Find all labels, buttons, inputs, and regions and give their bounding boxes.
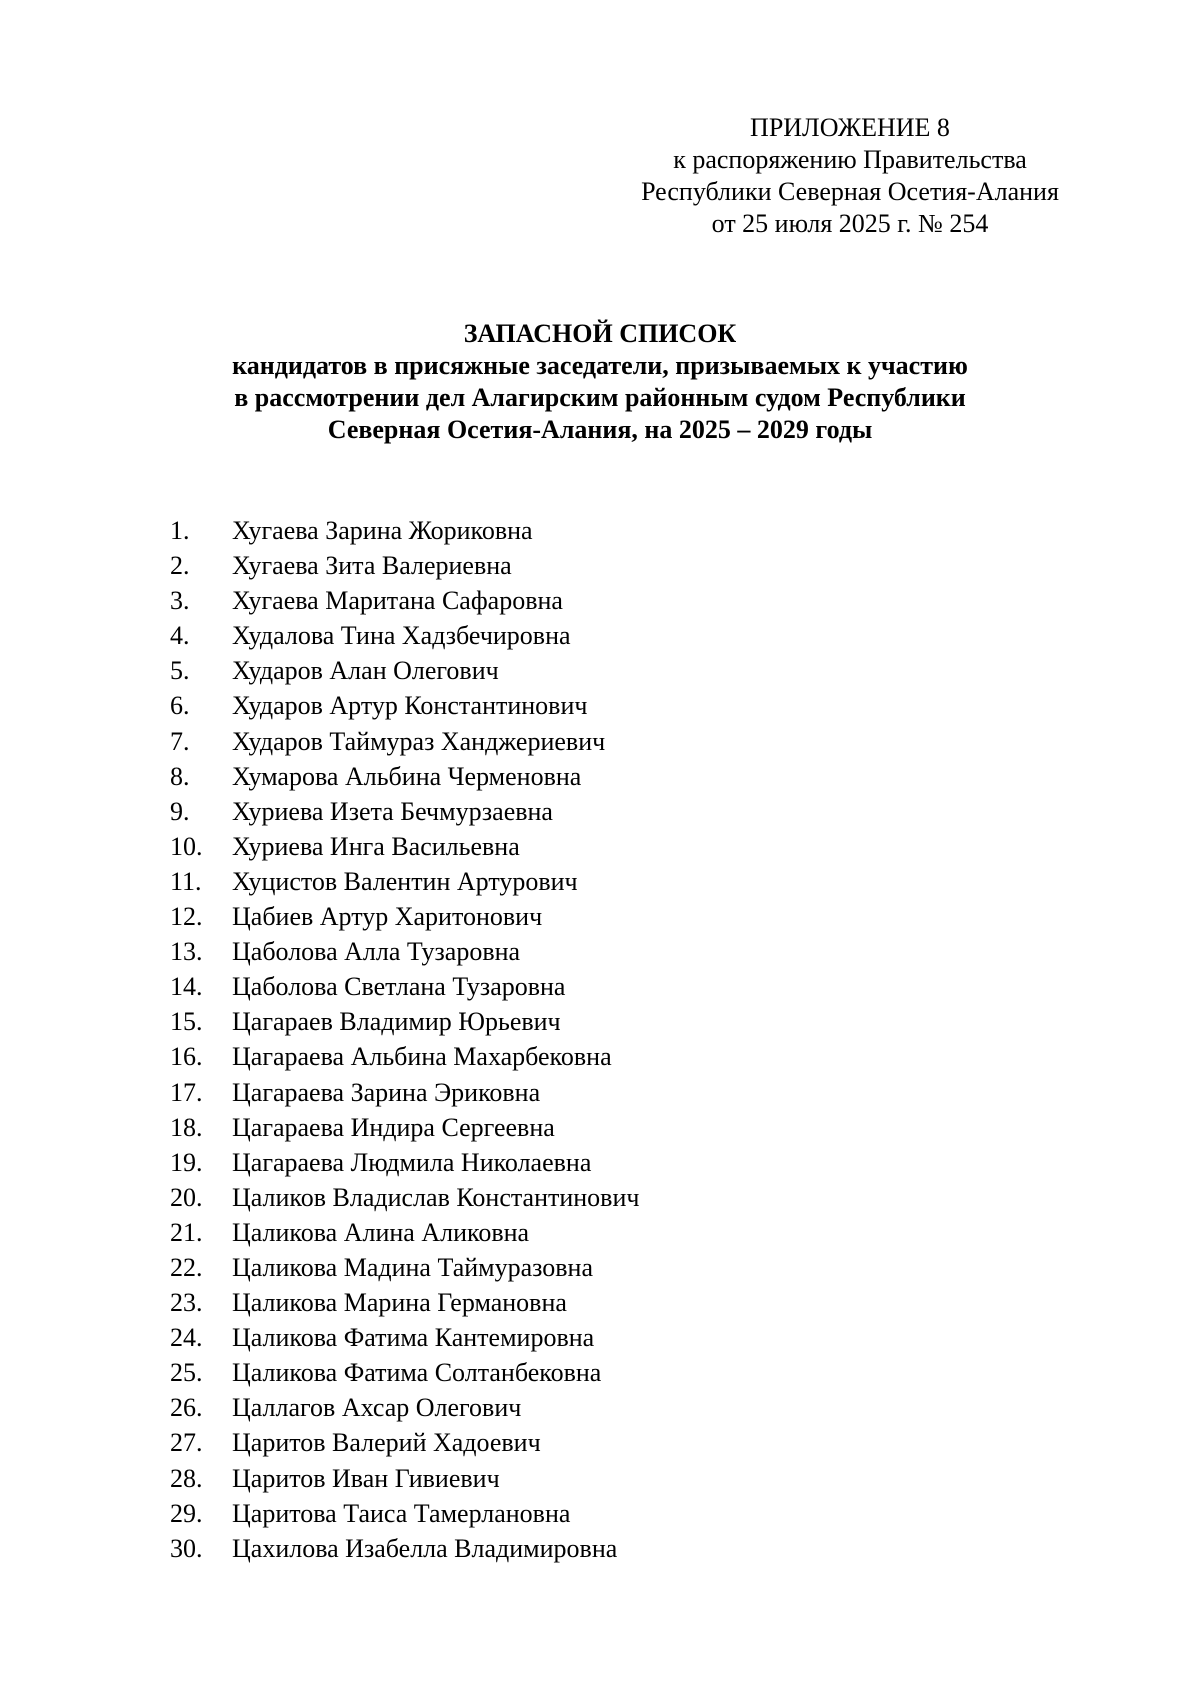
list-item [170, 618, 1070, 653]
list-item-number: 24. [170, 1323, 203, 1353]
list-item-name: Цаликова Мадина Таймуразовна [232, 1252, 594, 1282]
list-item-number: 3. [170, 586, 190, 616]
appendix-number: ПРИЛОЖЕНИЕ 8 [750, 113, 950, 142]
list-item-name: Хугаева Зита Валериевна [232, 551, 512, 581]
list-item-number: 1. [170, 516, 190, 545]
list-item-number: 19. [170, 1147, 203, 1177]
list-item-name: Хуцистов Валентин Артурович [232, 866, 578, 896]
list-item-name: Царитов Иван Гивиевич [232, 1463, 500, 1493]
list-item-name: Цагараева Индира Сергеевна [232, 1112, 555, 1142]
title-subtitle-line: Северная Осетия-Алания, на 2025 – 2029 годы [327, 415, 873, 444]
list-item-number: 21. [170, 1217, 203, 1247]
list-item-name: Цагараева Зарина Эриковна [232, 1077, 541, 1107]
list-item-name: Хугаева Зарина Жориковна [232, 516, 533, 545]
list-item-number: 13. [170, 937, 203, 967]
list-item [170, 688, 1070, 723]
list-item [170, 1285, 1070, 1320]
list-item [170, 1039, 1070, 1074]
list-item [170, 934, 1070, 969]
appendix-authority: Республики Северная Осетия-Алания [641, 177, 1059, 206]
list-item [170, 548, 1070, 583]
list-item [170, 724, 1070, 759]
list-item [170, 1004, 1070, 1039]
list-item [170, 653, 1070, 688]
list-item-number: 16. [170, 1042, 203, 1072]
list-item-name: Цаболова Алла Тузаровна [232, 937, 521, 967]
list-item-number: 8. [170, 761, 190, 791]
list-item [170, 1180, 1070, 1215]
list-item [170, 1531, 1070, 1566]
list-item-name: Цабиев Артур Харитонович [232, 902, 543, 932]
list-item-name: Худалова Тина Хадзбечировна [232, 621, 571, 651]
list-item-number: 7. [170, 726, 190, 756]
list-item-name: Хуриева Изета Бечмурзаевна [232, 796, 553, 826]
list-item-name: Хуриева Инга Васильевна [232, 831, 520, 861]
list-item [170, 794, 1070, 829]
list-item-name: Цаликов Владислав Константинович [232, 1182, 640, 1212]
title-subtitle-line: в рассмотрении дел Алагирским районным судом Республики [234, 383, 966, 412]
list-item-name: Хугаева Маритана Сафаровна [232, 586, 563, 616]
list-item [170, 583, 1070, 618]
list-item-name: Цаликова Алина Аликовна [232, 1217, 530, 1247]
list-item-number: 10. [170, 831, 203, 861]
list-item-name: Хударов Алан Олегович [232, 656, 499, 686]
list-item-number: 5. [170, 656, 190, 686]
list-item-number: 25. [170, 1358, 203, 1388]
list-item [170, 829, 1070, 864]
list-item-number: 4. [170, 621, 190, 651]
list-item-number: 22. [170, 1252, 203, 1282]
list-item-number: 9. [170, 796, 190, 826]
list-item-number: 30. [170, 1533, 203, 1563]
list-item [170, 1461, 1070, 1496]
list-item [170, 1355, 1070, 1390]
list-item-number: 20. [170, 1182, 203, 1212]
list-item-number: 23. [170, 1288, 203, 1318]
list-item-number: 11. [170, 866, 202, 896]
list-item-number: 17. [170, 1077, 203, 1107]
list-item-name: Цаллагов Ахсар Олегович [232, 1393, 522, 1423]
list-item [170, 899, 1070, 934]
list-item [170, 513, 1070, 548]
list-item-number: 2. [170, 551, 190, 581]
list-item [170, 1250, 1070, 1285]
title-subtitle-line: кандидатов в присяжные заседатели, призываемых к участию [232, 351, 968, 380]
appendix-reference: к распоряжению Правительства [673, 145, 1027, 174]
list-item [170, 759, 1070, 794]
candidate-list [170, 513, 1070, 1566]
list-item-name: Цаликова Марина Германовна [232, 1288, 567, 1318]
list-item-number: 26. [170, 1393, 203, 1423]
document-title [150, 318, 1050, 446]
list-item-number: 28. [170, 1463, 203, 1493]
list-item-number: 6. [170, 691, 190, 721]
list-item [170, 1145, 1070, 1180]
list-item-name: Цагараева Альбина Махарбековна [232, 1042, 612, 1072]
list-item [170, 1496, 1070, 1531]
list-item [170, 1215, 1070, 1250]
list-item-number: 14. [170, 972, 203, 1002]
list-item [170, 1110, 1070, 1145]
list-item-name: Цагараев Владимир Юрьевич [232, 1007, 561, 1037]
list-item [170, 864, 1070, 899]
list-item-number: 27. [170, 1428, 203, 1458]
list-item-name: Царитова Таиса Тамерлановна [232, 1498, 571, 1528]
list-item-name: Хумарова Альбина Черменовна [232, 761, 582, 791]
list-item-number: 15. [170, 1007, 203, 1037]
list-item [170, 1425, 1070, 1460]
list-item [170, 1075, 1070, 1110]
appendix-date: от 25 июля 2025 г. № 254 [711, 209, 989, 238]
list-item-name: Цахилова Изабелла Владимировна [232, 1533, 618, 1563]
list-item-name: Царитов Валерий Хадоевич [232, 1428, 541, 1458]
list-item [170, 969, 1070, 1004]
list-item-name: Цаликова Фатима Солтанбековна [232, 1358, 602, 1388]
list-item-number: 12. [170, 902, 203, 932]
list-item-name: Цаболова Светлана Тузаровна [232, 972, 566, 1002]
list-item [170, 1320, 1070, 1355]
list-item-name: Хударов Таймураз Ханджериевич [232, 726, 606, 756]
list-item-number: 29. [170, 1498, 203, 1528]
list-item-name: Цагараева Людмила Николаевна [232, 1147, 592, 1177]
list-item-number: 18. [170, 1112, 203, 1142]
title-heading: ЗАПАСНОЙ СПИСОК [463, 319, 737, 348]
list-item [170, 1390, 1070, 1425]
appendix-header [600, 112, 1100, 240]
list-item-name: Цаликова Фатима Кантемировна [232, 1323, 595, 1353]
list-item-name: Хударов Артур Константинович [232, 691, 588, 721]
